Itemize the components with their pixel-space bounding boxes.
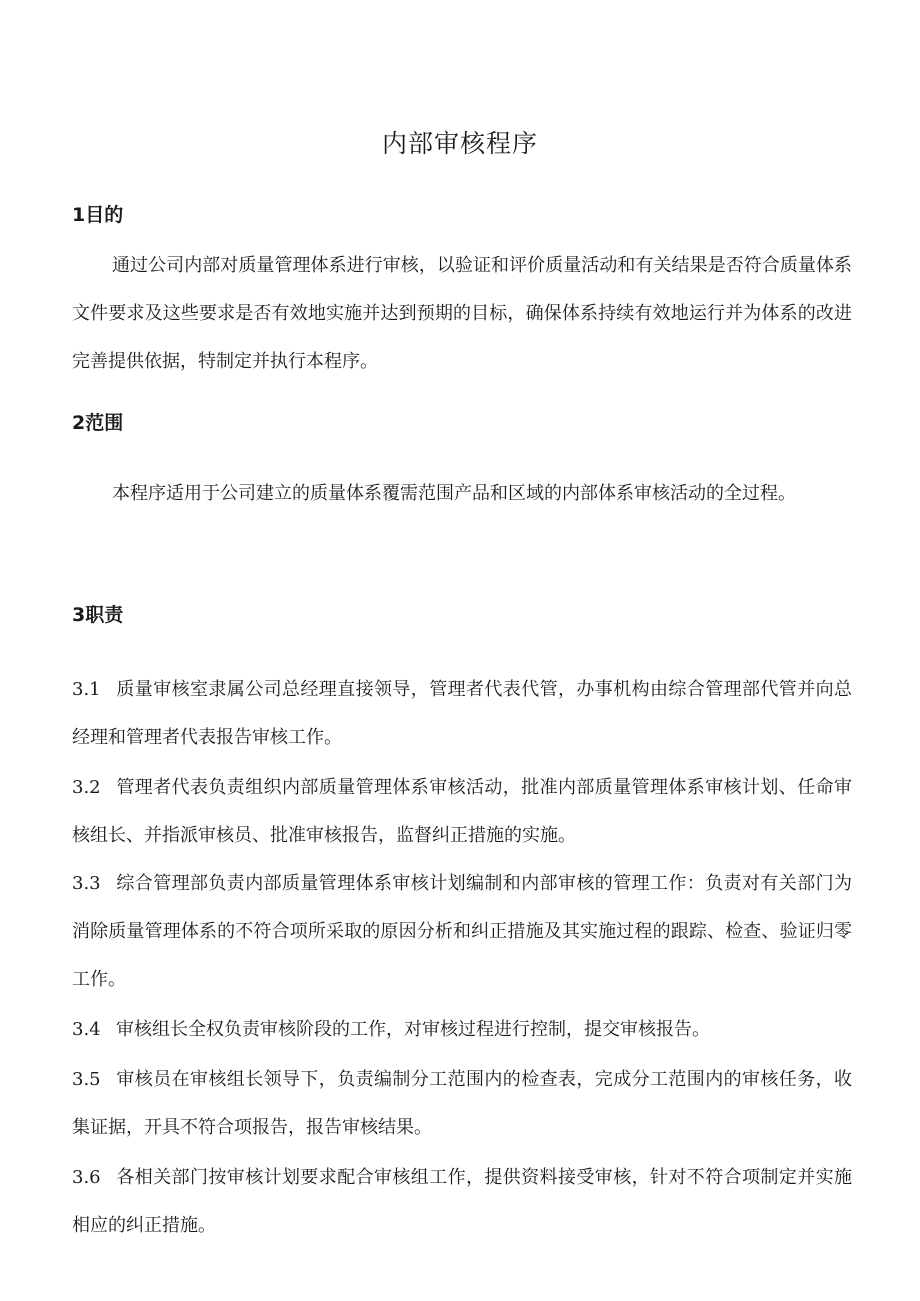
responsibility-item (72, 860, 852, 1004)
item-number: 3.6 (72, 1167, 101, 1188)
responsibility-item (72, 666, 852, 762)
item-text: 审核员在审核组长领导下，负责编制分工范围内的检查表，完成分工范围内的审核任务，收集证据，开具不符合项报告，报告审核结果。 (72, 1069, 852, 1138)
item-number: 3.4 (72, 1019, 101, 1040)
item-number: 3.3 (72, 873, 101, 894)
responsibility-item (72, 764, 852, 860)
item-text: 各相关部门按审核计划要求配合审核组工作，提供资料接受审核，针对不符合项制定并实施相应的纠正措施。 (72, 1167, 852, 1236)
item-text: 质量审核室隶属公司总经理直接领导，管理者代表代管，办事机构由综合管理部代管并向总经理和管理者代表报告审核工作。 (72, 679, 852, 748)
document-title: 内部审核程序 (381, 129, 538, 158)
section-paragraph-purpose: 通过公司内部对质量管理体系进行审核，以验证和评价质量活动和有关结果是否符合质量体系文件要求及这些要求是否有效地实施并达到预期的目标，确保体系持续有效地运行并为体系的改进完善提供依据，特制定并执行本程序。 (72, 255, 852, 372)
responsibility-item (72, 1006, 852, 1054)
item-text: 审核组长全权负责审核阶段的工作，对审核过程进行控制，提交审核报告。 (116, 1019, 710, 1040)
item-number: 3.2 (72, 777, 101, 798)
section-heading-scope: 2范围 (72, 412, 124, 434)
section-heading-purpose: 1目的 (72, 204, 124, 226)
responsibility-item (72, 1056, 852, 1152)
responsibility-item (72, 1154, 852, 1250)
item-text: 管理者代表负责组织内部质量管理体系审核活动，批准内部质量管理体系审核计划、任命审核组长、并指派审核员、批准审核报告，监督纠正措施的实施。 (72, 777, 852, 846)
section-heading-responsibilities: 3职责 (72, 604, 124, 626)
section-paragraph-scope: 本程序适用于公司建立的质量体系覆需范围产品和区域的内部体系审核活动的全过程。 (112, 483, 796, 504)
item-text: 综合管理部负责内部质量管理体系审核计划编制和内部审核的管理工作：负责对有关部门为消除质量管理体系的不符合项所采取的原因分析和纠正措施及其实施过程的跟踪、检查、验证归零工作。 (72, 873, 852, 990)
item-number: 3.5 (72, 1069, 101, 1090)
item-number: 3.1 (72, 679, 101, 700)
